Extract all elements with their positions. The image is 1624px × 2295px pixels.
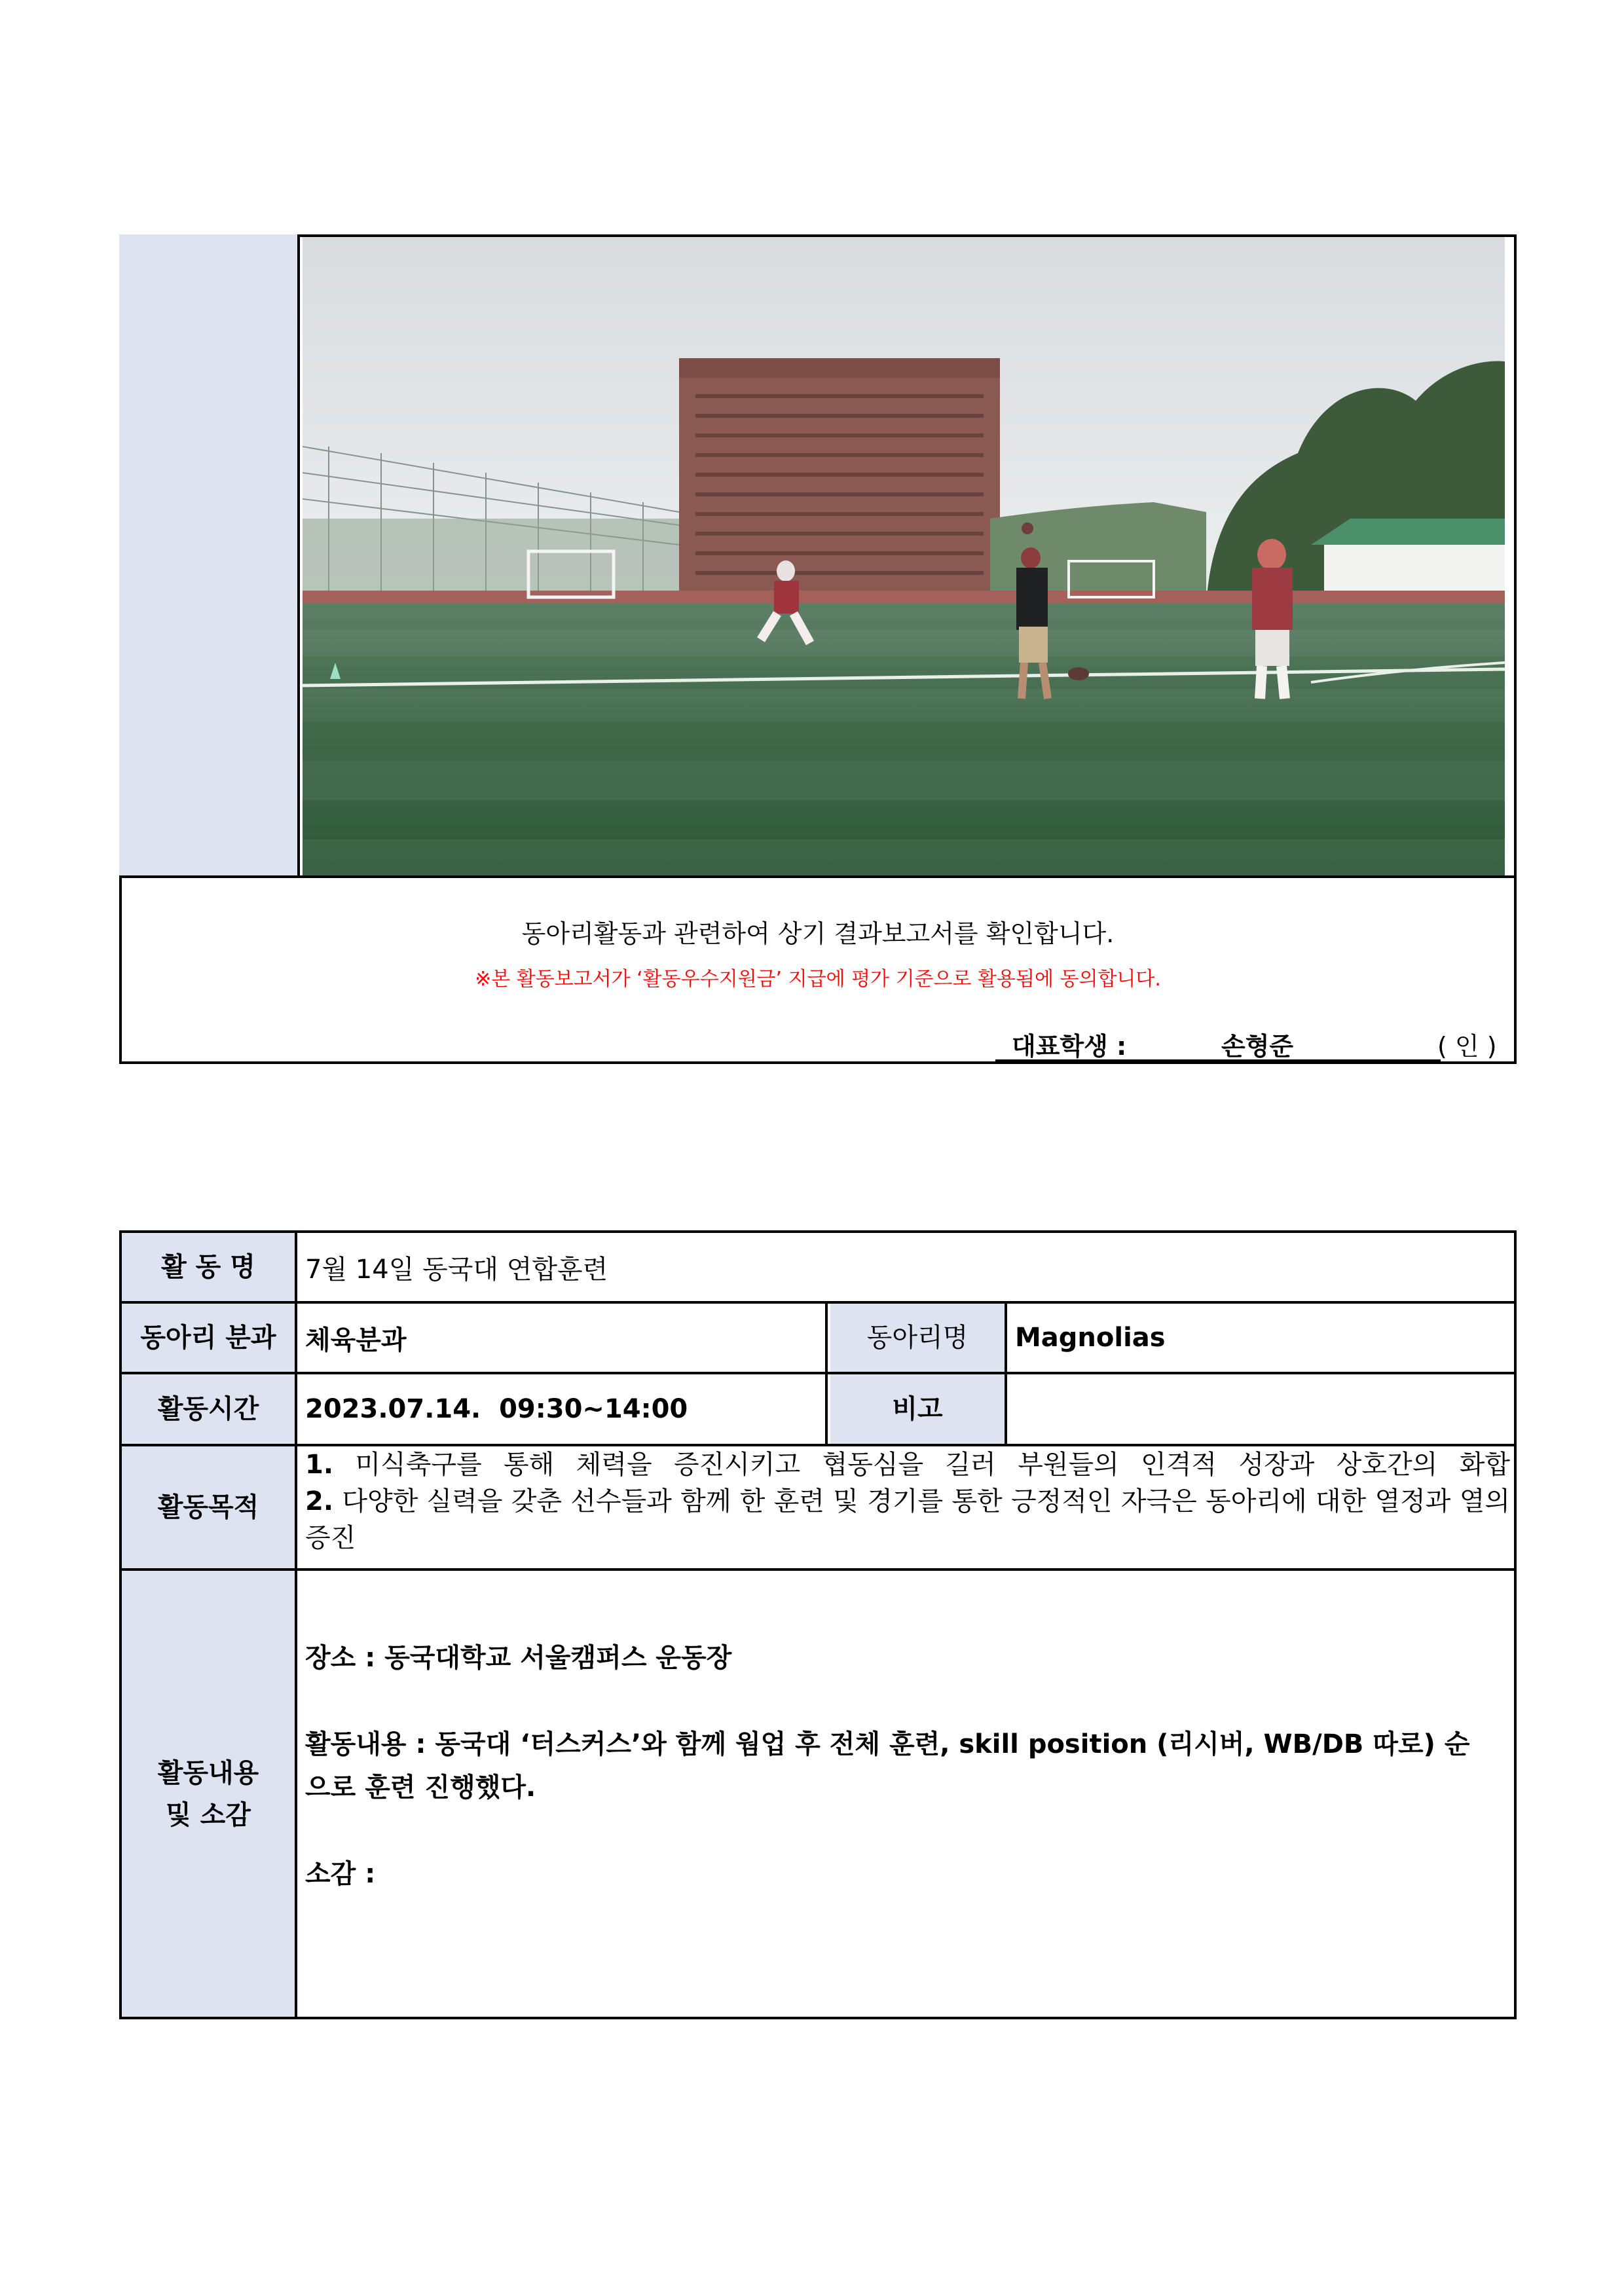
seal-mark: ( 인 ) [1437, 1032, 1497, 1061]
representative-name: 손형준 [1221, 1032, 1294, 1061]
remarks-value [1010, 1374, 1514, 1444]
content-label-line1: 활동내용 [157, 1757, 259, 1788]
purpose-item-2 [305, 1483, 1510, 1556]
activity-content-text: 활동내용 : 동국대 ‘터스커스’와 함께 웜업 후 전체 훈련, skill position (리시버, WB/DB 따로) 순으로 훈련 진행했다. [305, 1729, 1470, 1803]
photo-label-cell [119, 234, 300, 878]
division-value: 체육분과 [300, 1304, 828, 1372]
activity-photo [303, 237, 1505, 875]
activity-name-label: 활 동 명 [122, 1233, 297, 1301]
consent-row [119, 963, 1517, 989]
time-label: 활동시간 [122, 1374, 297, 1444]
impressions-line: 소감 : [305, 1859, 376, 1889]
activity-name-value: 7월 14일 동국대 연합훈련 [305, 1254, 608, 1285]
purpose-text-1: 미식축구를 통해 체력을 증진시키고 협동심을 길러 부원들의 인격적 성장과 상호간의 화합 [333, 1450, 1510, 1480]
content-label-text [158, 1752, 259, 1836]
content-label-line2: 및 소감 [166, 1799, 251, 1830]
time-value: 2023.07.14. 09:30~14:00 [300, 1374, 828, 1444]
representative-label: 대표학생 : [1012, 1032, 1127, 1061]
content-value [300, 1571, 1514, 2017]
purpose-item-1 [305, 1446, 1510, 1483]
club-name-value: Magnolias [1015, 1323, 1166, 1353]
purpose-text-2: 다양한 실력을 갖춘 선수들과 함께 한 훈련 및 경기를 통한 긍정적인 자극은 동아리에 대한 열정과 열의 증진 [305, 1486, 1510, 1553]
club-name-label: 동아리명 [830, 1304, 1007, 1372]
purpose-number-1: 1. [305, 1450, 334, 1480]
confirmation-statement: 동아리활동과 관련하여 상기 결과보고서를 확인합니다. [521, 919, 1115, 948]
purpose-label: 활동목적 [122, 1446, 297, 1568]
content-label [122, 1571, 297, 2017]
purpose-value [300, 1446, 1514, 1568]
division-label: 동아리 분과 [122, 1304, 297, 1372]
place-line: 장소 : 동국대학교 서울캠퍼스 운동장 [305, 1643, 732, 1673]
remarks-label: 비고 [830, 1374, 1007, 1444]
consent-notice: ※본 활동보고서가 ‘활동우수지원금’ 지급에 평가 기준으로 활용됨에 동의합니다. [475, 968, 1161, 991]
purpose-number-2: 2. [305, 1486, 334, 1516]
confirmation-statement-row [119, 913, 1517, 946]
